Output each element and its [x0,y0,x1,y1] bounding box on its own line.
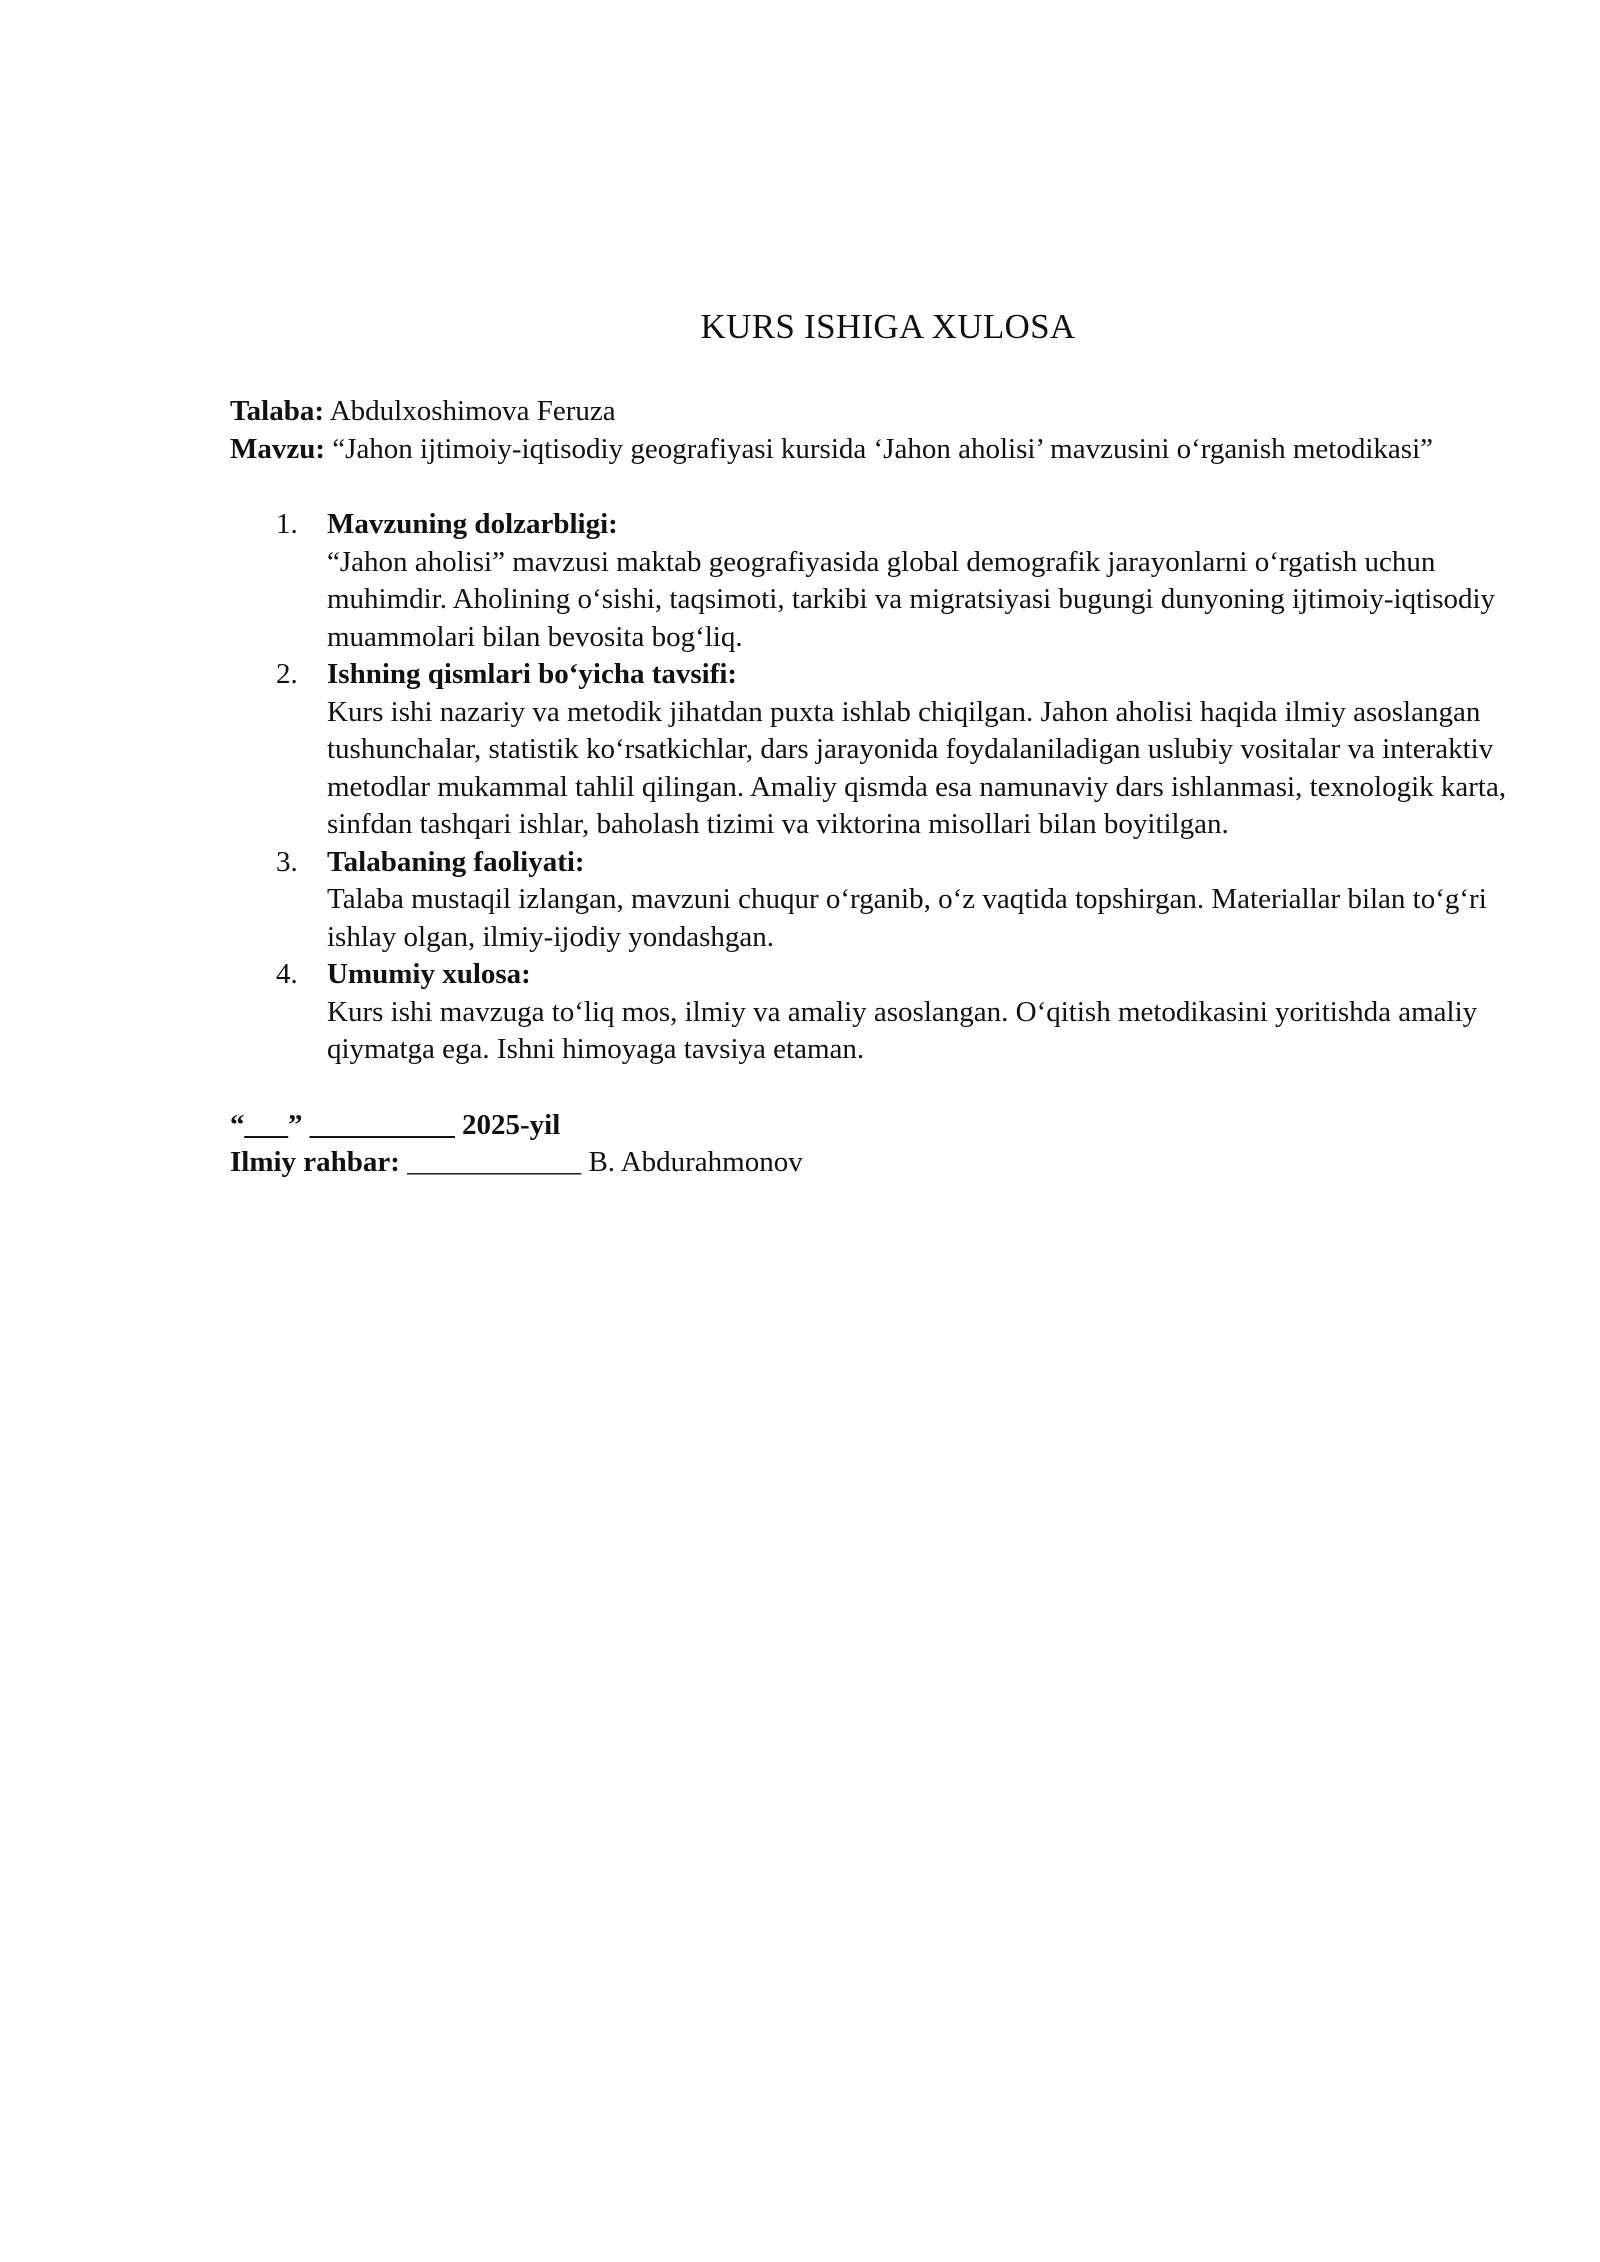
supervisor-signature-blank: ____________ [407,1146,582,1178]
item-number: 4. [276,958,298,990]
topic-line [230,431,1520,469]
spacer [230,468,1520,506]
list-item [230,844,1520,957]
date-line: “___” __________ 2025-yil [230,1108,561,1141]
student-line [230,393,1520,431]
supervisor-line [230,1144,1520,1182]
student-label: Talaba: [230,395,325,427]
item-title: Ishning qismlari bo‘yicha tavsifi: [327,658,738,690]
list-item [230,656,1520,844]
item-title: Talabaning faoliyati: [327,845,585,878]
list-item [230,506,1520,656]
student-name: Abdulxoshimova Feruza [329,395,616,427]
item-number: 3. [276,845,298,878]
item-title: Mavzuning dolzarbligi: [327,508,618,540]
topic-text: “Jahon ijtimoiy-iqtisodiy geografiyasi kursida ‘Jahon aholisi’ mavzusini o‘rganish metodikasi” [332,432,1434,465]
item-number: 1. [276,508,298,540]
topic-label: Mavzu: [230,432,326,465]
list-item [230,956,1520,1069]
conclusion-list [230,506,1520,1069]
supervisor-label: Ilmiy rahbar: [230,1146,400,1178]
item-text: “Jahon aholisi” mavzusi maktab geografiyasida global demografik jarayonlarni o‘rgatish uchun muhimdir. Aholining o‘sishi, taqsimoti, tarkibi va migratsiyasi bugungi dunyoning ijtimoiy-iqtisodiy muammolari bilan bevosita bog‘liq. [327,545,1496,653]
document-title: KURS ISHIGA XULOSA [700,307,1076,346]
item-text: Talaba mustaqil izlangan, mavzuni chuqur o‘rganib, o‘z vaqtida topshirgan. Materiallar bilan to‘g‘ri ishlay olgan, ilmiy-ijodiy yondashgan. [327,883,1487,953]
item-number: 2. [276,658,298,690]
supervisor-name: B. Abdurahmonov [588,1146,803,1178]
item-title: Umumiy xulosa: [327,958,531,990]
document-body [230,393,1520,1182]
item-text: Kurs ishi nazariy va metodik jihatdan puxta ishlab chiqilgan. Jahon aholisi haqida ilmiy asoslangan tushunchalar, statistik ko‘rsatkichlar, dars jarayonida foydalaniladigan uslubiy vositalar va interaktiv metodlar mukammal tahlil qilingan. Amaliy qismda esa namunaviy dars ishlanmasi, texnologik karta, sinfdan tashqari ishlar, baholash tizimi va viktorina misollari bilan boyitilgan. [327,695,1507,840]
item-text: Kurs ishi mavzuga to‘liq mos, ilmiy va amaliy asoslangan. O‘qitish metodikasini yoritishda amaliy qiymatga ega. Ishni himoyaga tavsiya etaman. [327,995,1478,1065]
spacer [230,1069,1520,1107]
